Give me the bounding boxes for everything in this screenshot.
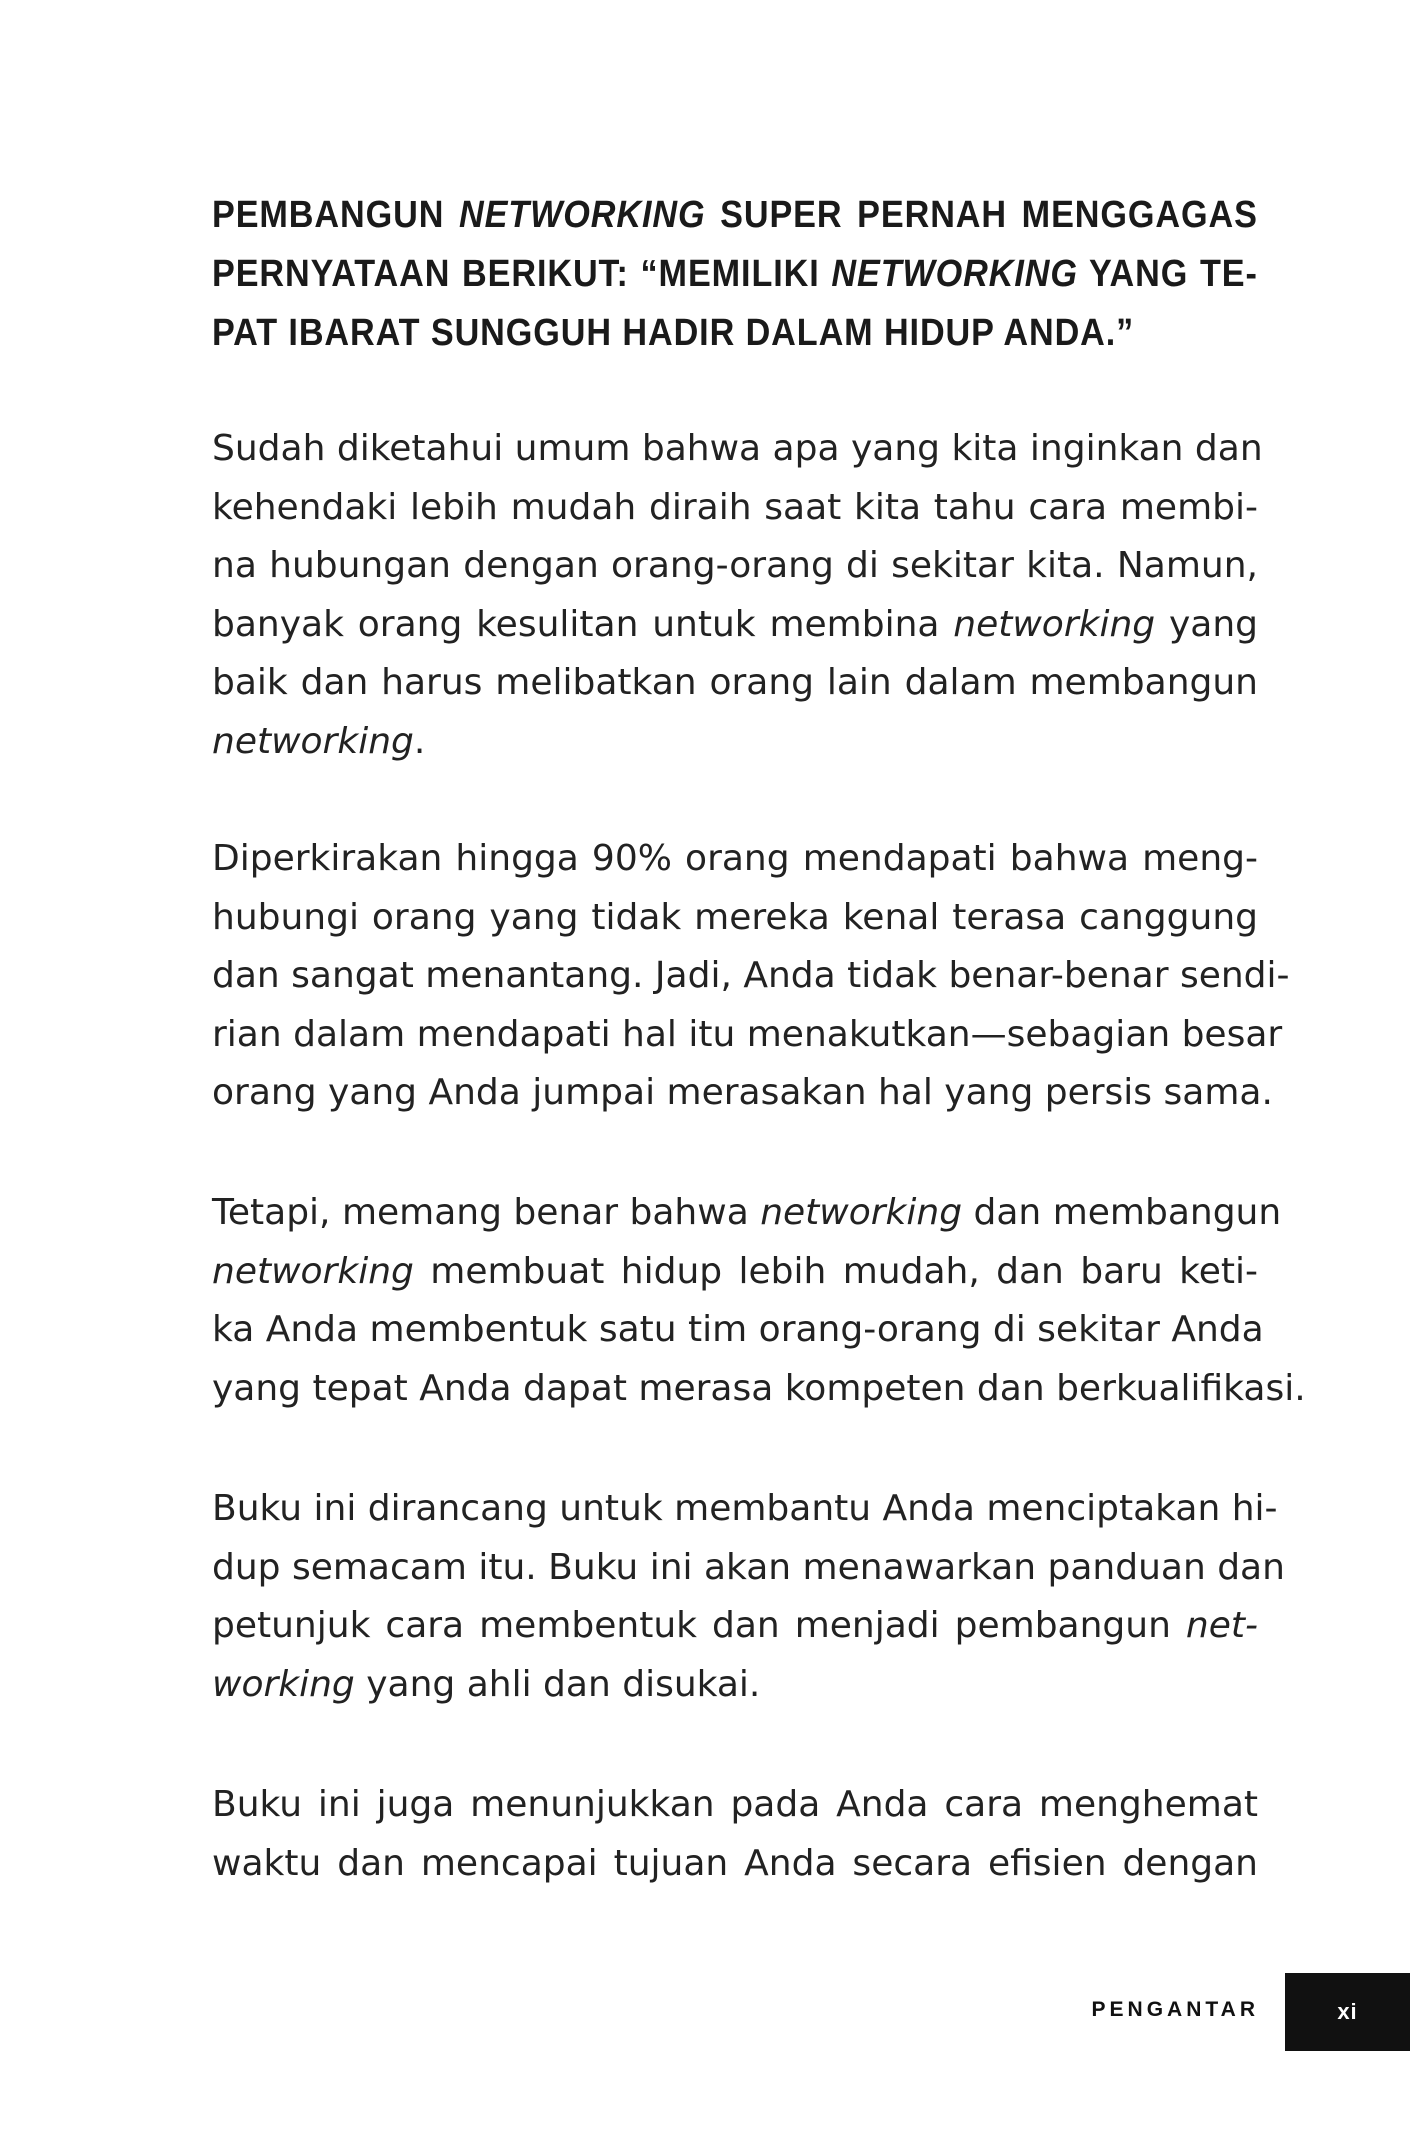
heading-text-italic: NETWORKING [831,253,1078,295]
text-line: dup semacam itu. Buku ini akan menawarkan panduan dan [212,1546,1285,1588]
paragraph-1 [212,420,1263,771]
page-number: xi [1337,1999,1358,2024]
chapter-heading [212,186,1258,363]
text-line: dan sangat menantang. Jadi, Anda tidak benar-benar sendi- [212,955,1290,996]
page-number-tab [1285,1973,1410,2051]
text-line: kehendaki lebih mudah diraih saat kita tahu cara membi- [212,486,1258,528]
text-run: yang ahli dan disukai. [354,1663,761,1705]
text-line: Diperkirakan hingga 90% orang mendapati bahwa meng- [212,838,1258,879]
text-line [212,1656,1258,1715]
text-line [212,713,1258,772]
heading-text: PEMBANGUN [212,194,459,236]
text-line: Buku ini dirancang untuk membantu Anda menciptakan hi- [212,1488,1278,1529]
italic-term: networking [953,603,1156,645]
text-line [212,1243,1258,1302]
text-line: baik dan harus melibatkan orang lain dalam membangun [212,662,1258,703]
text-run: dan membangun [962,1192,1282,1233]
text-line [212,596,1258,655]
text-line: orang yang Anda jumpai merasakan hal yang persis sama. [212,1072,1273,1113]
paragraph-5 [212,1776,1258,1893]
text-line [212,1184,1282,1243]
text-run: yang [1155,603,1259,645]
text-line: Buku ini juga menunjukkan pada Anda cara menghemat [212,1784,1258,1825]
heading-line [212,245,1258,304]
text-run: petunjuk cara membentuk dan menjadi pembangun [212,1605,1186,1646]
text-run: . [413,720,426,762]
heading-line: PAT IBARAT SUNGGUH HADIR DALAM HIDUP ANDA.” [212,312,1135,354]
paragraph-4 [212,1480,1285,1714]
paragraph-3 [212,1184,1306,1418]
heading-text: SUPER PERNAH MENGGAGAS [705,194,1258,236]
italic-term: working [212,1663,355,1705]
heading-text: PERNYATAAN BERIKUT: “MEMILIKI [212,253,832,295]
heading-line [212,186,1258,245]
text-line: ka Anda membentuk satu tim orang-orang di sekitar Anda [212,1309,1264,1350]
text-line: hubungi orang yang tidak mereka kenal terasa canggung [212,896,1258,938]
running-footer-section: PENGANTAR [1091,1998,1259,2021]
heading-text-italic: NETWORKING [458,194,706,236]
text-run: membuat hidup lebih mudah, dan baru keti- [413,1250,1258,1292]
italic-term: net- [1185,1605,1258,1646]
text-line [212,1597,1258,1656]
text-line: rian dalam mendapati hal itu menakutkan—sebagian besar [212,1013,1283,1055]
heading-text: YANG TE- [1077,253,1258,295]
text-line: waktu dan mencapai tujuan Anda secara efisien dengan [212,1842,1258,1884]
paragraph-2 [212,830,1290,1123]
text-line: Sudah diketahui umum bahwa apa yang kita inginkan dan [212,428,1263,469]
text-line: yang tepat Anda dapat merasa kompeten dan berkualifikasi. [212,1367,1306,1409]
italic-term: networking [212,720,414,762]
text-line: na hubungan dengan orang-orang di sekitar kita. Namun, [212,545,1258,586]
italic-term: networking [212,1250,414,1292]
italic-term: networking [760,1192,963,1233]
text-run: banyak orang kesulitan untuk membina [212,603,954,645]
text-run: Tetapi, memang benar bahwa [212,1192,761,1233]
